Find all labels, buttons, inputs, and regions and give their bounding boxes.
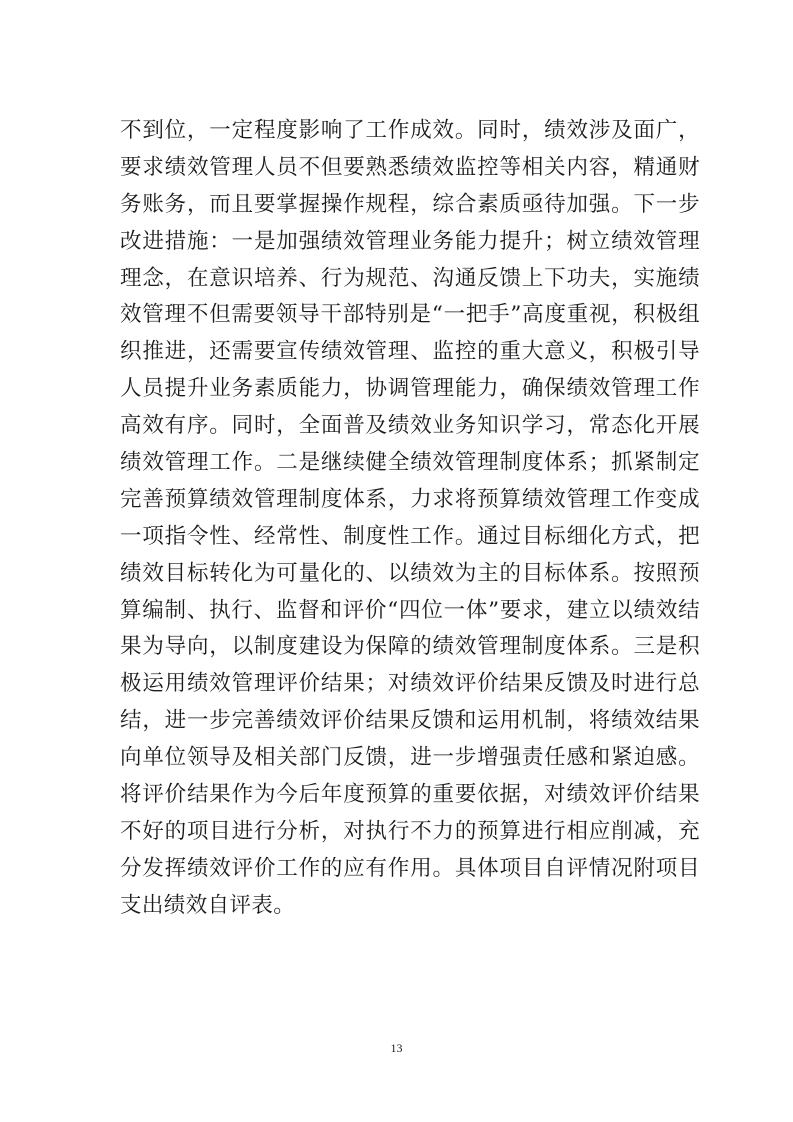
text-line: 结，进一步完善绩效评价结果反馈和运用机制，将绩效结果 xyxy=(120,708,700,734)
text-line: 绩效管理工作。二是继续健全绩效管理制度体系；抓紧制定 xyxy=(120,450,700,476)
page-number: 13 xyxy=(390,1041,403,1055)
text-line: 一项指令性、经常性、制度性工作。通过目标细化方式，把 xyxy=(120,523,700,549)
text-line: 不到位，一定程度影响了工作成效。同时，绩效涉及面广， xyxy=(120,118,700,143)
text-line: 果为导向，以制度建设为保障的绩效管理制度体系。三是积 xyxy=(120,634,700,660)
text-line: 不好的项目进行分析，对执行不力的预算进行相应削减，充 xyxy=(120,818,700,844)
text-line: 完善预算绩效管理制度体系，力求将预算绩效管理工作变成 xyxy=(120,486,700,512)
text-line: 织推进，还需要宣传绩效管理、监控的重大意义，积极引导 xyxy=(120,339,700,365)
text-line: 务账务，而且要掌握操作规程，综合素质亟待加强。下一步 xyxy=(120,191,700,217)
text-line: 绩效目标转化为可量化的、以绩效为主的目标体系。按照预 xyxy=(120,560,700,586)
text-line: 理念，在意识培养、行为规范、沟通反馈上下功夫，实施绩 xyxy=(120,265,700,291)
text-line: 将评价结果作为今后年度预算的重要依据，对绩效评价结果 xyxy=(120,782,700,808)
text-line: 要求绩效管理人员不但要熟悉绩效监控等相关内容，精通财 xyxy=(120,154,700,180)
body-paragraph xyxy=(120,113,700,925)
text-line: 改进措施：一是加强绩效管理业务能力提升；树立绩效管理 xyxy=(120,228,700,254)
text-line: 效管理不但需要领导干部特别是“一把手”高度重视，积极组 xyxy=(120,302,700,328)
text-line: 向单位领导及相关部门反馈，进一步增强责任感和紧迫感。 xyxy=(120,745,700,771)
text-line: 人员提升业务素质能力，协调管理能力，确保绩效管理工作 xyxy=(120,376,700,402)
text-line: 算编制、执行、监督和评价“四位一体”要求，建立以绩效结 xyxy=(120,597,700,623)
text-line: 极运用绩效管理评价结果；对绩效评价结果反馈及时进行总 xyxy=(120,671,700,697)
text-line-last: 支出绩效自评表。 xyxy=(120,892,296,918)
text-line: 分发挥绩效评价工作的应有作用。具体项目自评情况附项目 xyxy=(120,855,700,881)
text-line: 高效有序。同时，全面普及绩效业务知识学习，常态化开展 xyxy=(120,413,700,439)
